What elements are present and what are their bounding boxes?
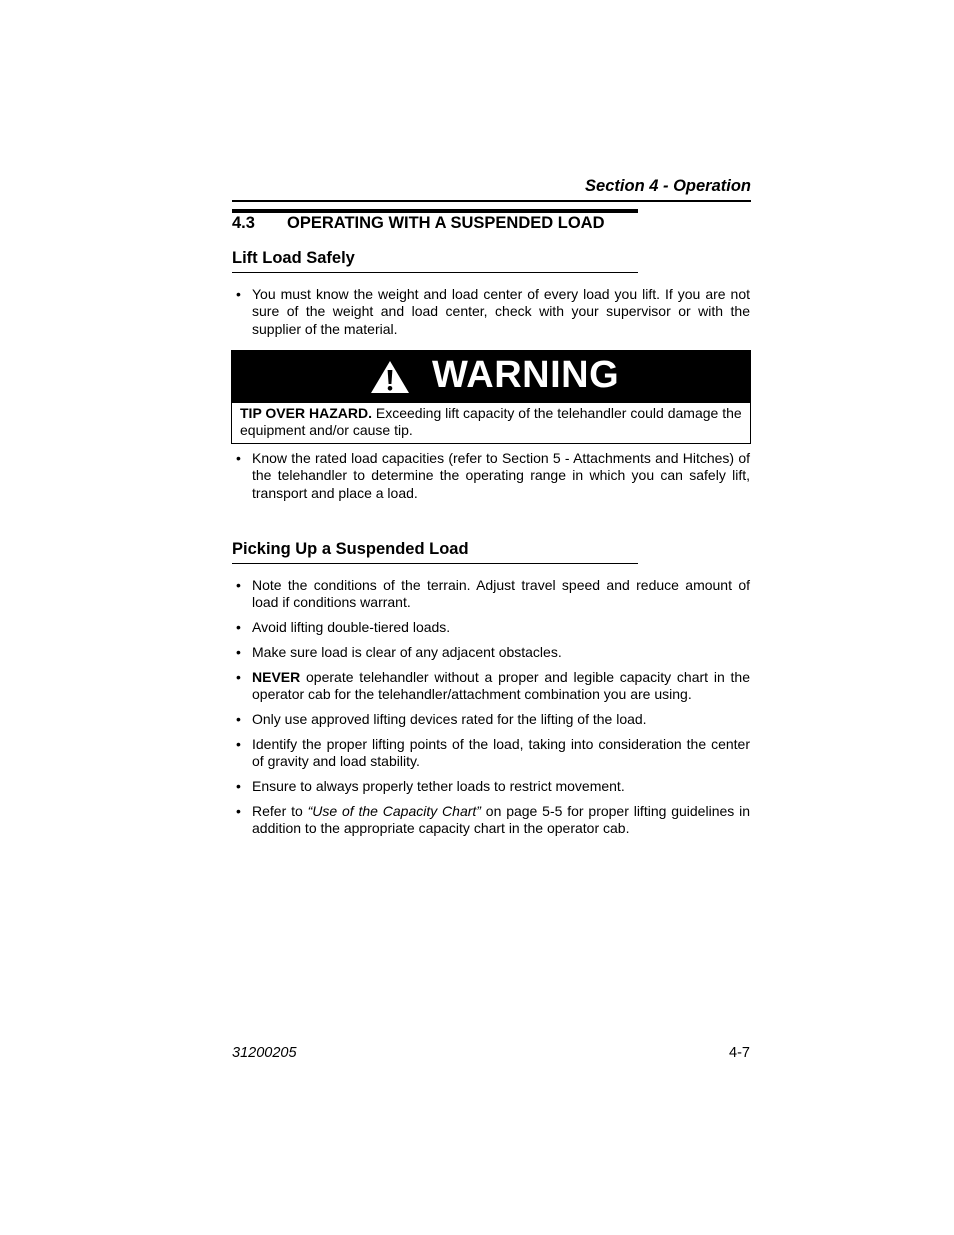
bullet-know-weight: • You must know the weight and load center of every load you lift. If you are not sure of the weight and load center, check with your supervisor or with the supplier of the material. xyxy=(252,286,750,338)
bullet-never-operate xyxy=(252,669,750,704)
bullet-double-tiered: • Avoid lifting double-tiered loads. xyxy=(252,619,750,636)
bullet-refer-chart xyxy=(252,803,750,838)
warning-box xyxy=(231,350,751,444)
bullet-tether: • Ensure to always properly tether loads to restrict movement. xyxy=(252,778,750,795)
chapter-title xyxy=(232,214,604,233)
chapter-rule xyxy=(232,209,638,213)
warning-text xyxy=(240,405,742,440)
heading-picking-up: Picking Up a Suspended Load xyxy=(232,540,638,564)
warning-body: Exceeding lift capacity of the telehandler could damage the equipment and/or cause tip. xyxy=(240,405,742,439)
bullet-obstacles: • Make sure load is clear of any adjacent obstacles. xyxy=(252,644,750,661)
heading-lift-load-safely: Lift Load Safely xyxy=(232,249,638,273)
bullet-terrain: • Note the conditions of the terrain. Adjust travel speed and reduce amount of load if conditions warrant. xyxy=(252,577,750,612)
footer-page-number: 4-7 xyxy=(729,1045,750,1061)
bullet-never-bold: NEVER xyxy=(252,669,301,685)
cross-reference-link[interactable]: “Use of the Capacity Chart” xyxy=(307,803,481,819)
footer-doc-number: 31200205 xyxy=(232,1045,297,1061)
bullet-lifting-points: • Identify the proper lifting points of the load, taking into consideration the center of gravity and load stability. xyxy=(252,736,750,771)
bullet-rated-capacities: • Know the rated load capacities (refer to Section 5 - Attachments and Hitches) of the telehandler to determine the operating range in which you can safely lift, transport and place a load. xyxy=(252,450,750,502)
chapter-number: 4.3 xyxy=(232,214,255,232)
warning-label: WARNING xyxy=(432,354,620,396)
section-title: Section 4 - Operation xyxy=(585,177,751,195)
warning-band xyxy=(232,351,750,403)
bullet-approved-devices: • Only use approved lifting devices rated for the lifting of the load. xyxy=(252,711,750,728)
warning-triangle-icon xyxy=(369,359,411,395)
bullet-refer-post: on page 5-5 for proper lifting guidelines in addition to the appropriate capacity chart in the operator cab. xyxy=(252,803,750,837)
chapter-title-text: OPERATING WITH A SUSPENDED LOAD xyxy=(287,214,605,232)
section-header xyxy=(232,176,751,202)
bullet-never-text: operate telehandler without a proper and legible capacity chart in the operator cab for the telehandler/attachment combination you are using. xyxy=(252,669,750,703)
warning-hazard: TIP OVER HAZARD. xyxy=(240,405,372,421)
bullet-refer-pre: Refer to xyxy=(252,803,308,819)
